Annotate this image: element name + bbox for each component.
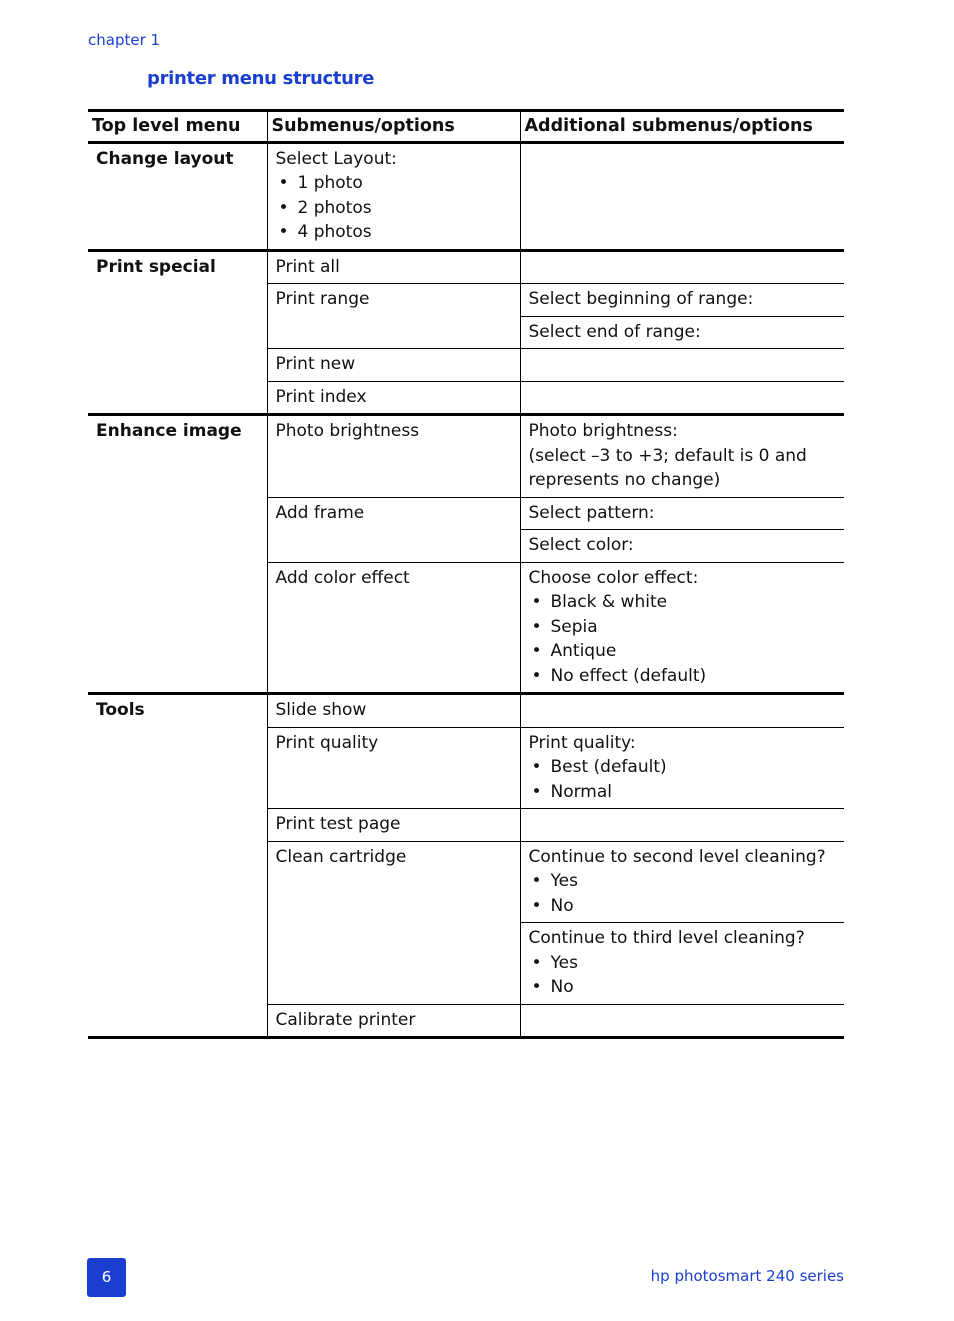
cell-text: Select Layout: — [275, 148, 397, 169]
cell-text: Select end of range: — [528, 321, 701, 342]
additional-options-cell — [520, 316, 844, 349]
option-item: • Best (default) — [529, 755, 837, 780]
option-item: • 4 photos — [276, 220, 512, 245]
additional-options-cell — [520, 381, 844, 415]
submenu-cell — [267, 250, 520, 284]
additional-options-cell — [520, 562, 844, 694]
cell-text: Choose color effect: — [528, 567, 699, 588]
option-item: • No — [529, 894, 837, 919]
option-item: • No — [529, 975, 837, 1000]
submenu-cell — [267, 497, 520, 562]
cell-text: Print index — [275, 386, 367, 407]
cell-text: Print quality — [275, 732, 379, 753]
cell-text: Add color effect — [275, 567, 410, 588]
option-list — [529, 869, 837, 918]
additional-options-cell — [520, 694, 844, 728]
product-name: hp photosmart 240 series — [650, 1267, 844, 1285]
additional-options-cell — [520, 497, 844, 530]
submenu-cell — [267, 694, 520, 728]
cell-text: Continue to second level cleaning? — [528, 846, 826, 867]
table-body — [88, 142, 844, 1038]
table-row — [88, 415, 844, 498]
additional-options-cell — [520, 349, 844, 382]
cell-text: Slide show — [275, 700, 367, 720]
cell-text: Print quality: — [528, 732, 636, 753]
section-title: printer menu structure — [147, 68, 375, 89]
header-submenus: Submenus/options — [267, 111, 520, 143]
submenu-cell — [267, 415, 520, 498]
chapter-label: chapter 1 — [88, 31, 161, 49]
additional-options-cell — [520, 1004, 844, 1038]
additional-options-cell — [520, 727, 844, 809]
cell-text: Clean cartridge — [275, 846, 407, 867]
additional-options-cell — [520, 284, 844, 317]
submenu-cell — [267, 809, 520, 842]
cell-text: Photo brightness — [275, 421, 420, 441]
submenu-cell — [267, 841, 520, 1004]
submenu-cell — [267, 349, 520, 382]
option-item: • Sepia — [529, 615, 837, 640]
cell-text: Add frame — [275, 502, 365, 523]
cell-text: Print new — [275, 354, 356, 374]
submenu-cell — [267, 1004, 520, 1038]
additional-options-cell — [520, 923, 844, 1005]
table-header — [88, 111, 844, 143]
cell-text: (select –3 to +3; default is 0 and represents no change) — [528, 445, 807, 490]
additional-options-cell — [520, 415, 844, 498]
header-additional: Additional submenus/options — [520, 111, 844, 143]
table-row — [88, 142, 844, 250]
option-item: • Yes — [529, 869, 837, 894]
submenu-cell — [267, 727, 520, 809]
cell-text: Select color: — [528, 535, 634, 555]
option-item: • 2 photos — [276, 196, 512, 221]
top-level-menu-cell: Tools — [88, 694, 267, 1038]
submenu-cell — [267, 142, 520, 250]
submenu-cell — [267, 562, 520, 694]
option-item: • 1 photo — [276, 171, 512, 196]
additional-options-cell — [520, 250, 844, 284]
menu-structure-table — [88, 109, 844, 1039]
option-list — [529, 755, 837, 804]
cell-text: Print test page — [275, 814, 401, 834]
option-item: • Normal — [529, 780, 837, 805]
option-item: • Antique — [529, 639, 837, 664]
cell-text: Calibrate printer — [275, 1009, 416, 1030]
cell-text: Continue to third level cleaning? — [528, 928, 805, 948]
table-row — [88, 694, 844, 728]
top-level-menu-cell: Print special — [88, 250, 267, 415]
option-list — [529, 590, 837, 688]
submenu-cell — [267, 381, 520, 415]
option-list — [529, 951, 837, 1000]
cell-text: Photo brightness: — [528, 421, 678, 441]
additional-options-cell — [520, 142, 844, 250]
top-level-menu-cell: Enhance image — [88, 415, 267, 694]
top-level-menu-cell: Change layout — [88, 142, 267, 250]
additional-options-cell — [520, 530, 844, 563]
additional-options-cell — [520, 841, 844, 923]
additional-options-cell — [520, 809, 844, 842]
option-item: • No effect (default) — [529, 664, 837, 689]
submenu-cell — [267, 284, 520, 349]
table-row — [88, 250, 844, 284]
option-list — [276, 171, 512, 245]
cell-text: Select beginning of range: — [528, 289, 754, 309]
option-item: • Yes — [529, 951, 837, 976]
cell-text: Select pattern: — [528, 502, 655, 523]
cell-text: Print range — [275, 289, 370, 309]
cell-text: Print all — [275, 256, 340, 277]
header-top-level: Top level menu — [88, 111, 267, 143]
option-item: • Black & white — [529, 590, 837, 615]
page-number-badge: 6 — [87, 1258, 126, 1297]
